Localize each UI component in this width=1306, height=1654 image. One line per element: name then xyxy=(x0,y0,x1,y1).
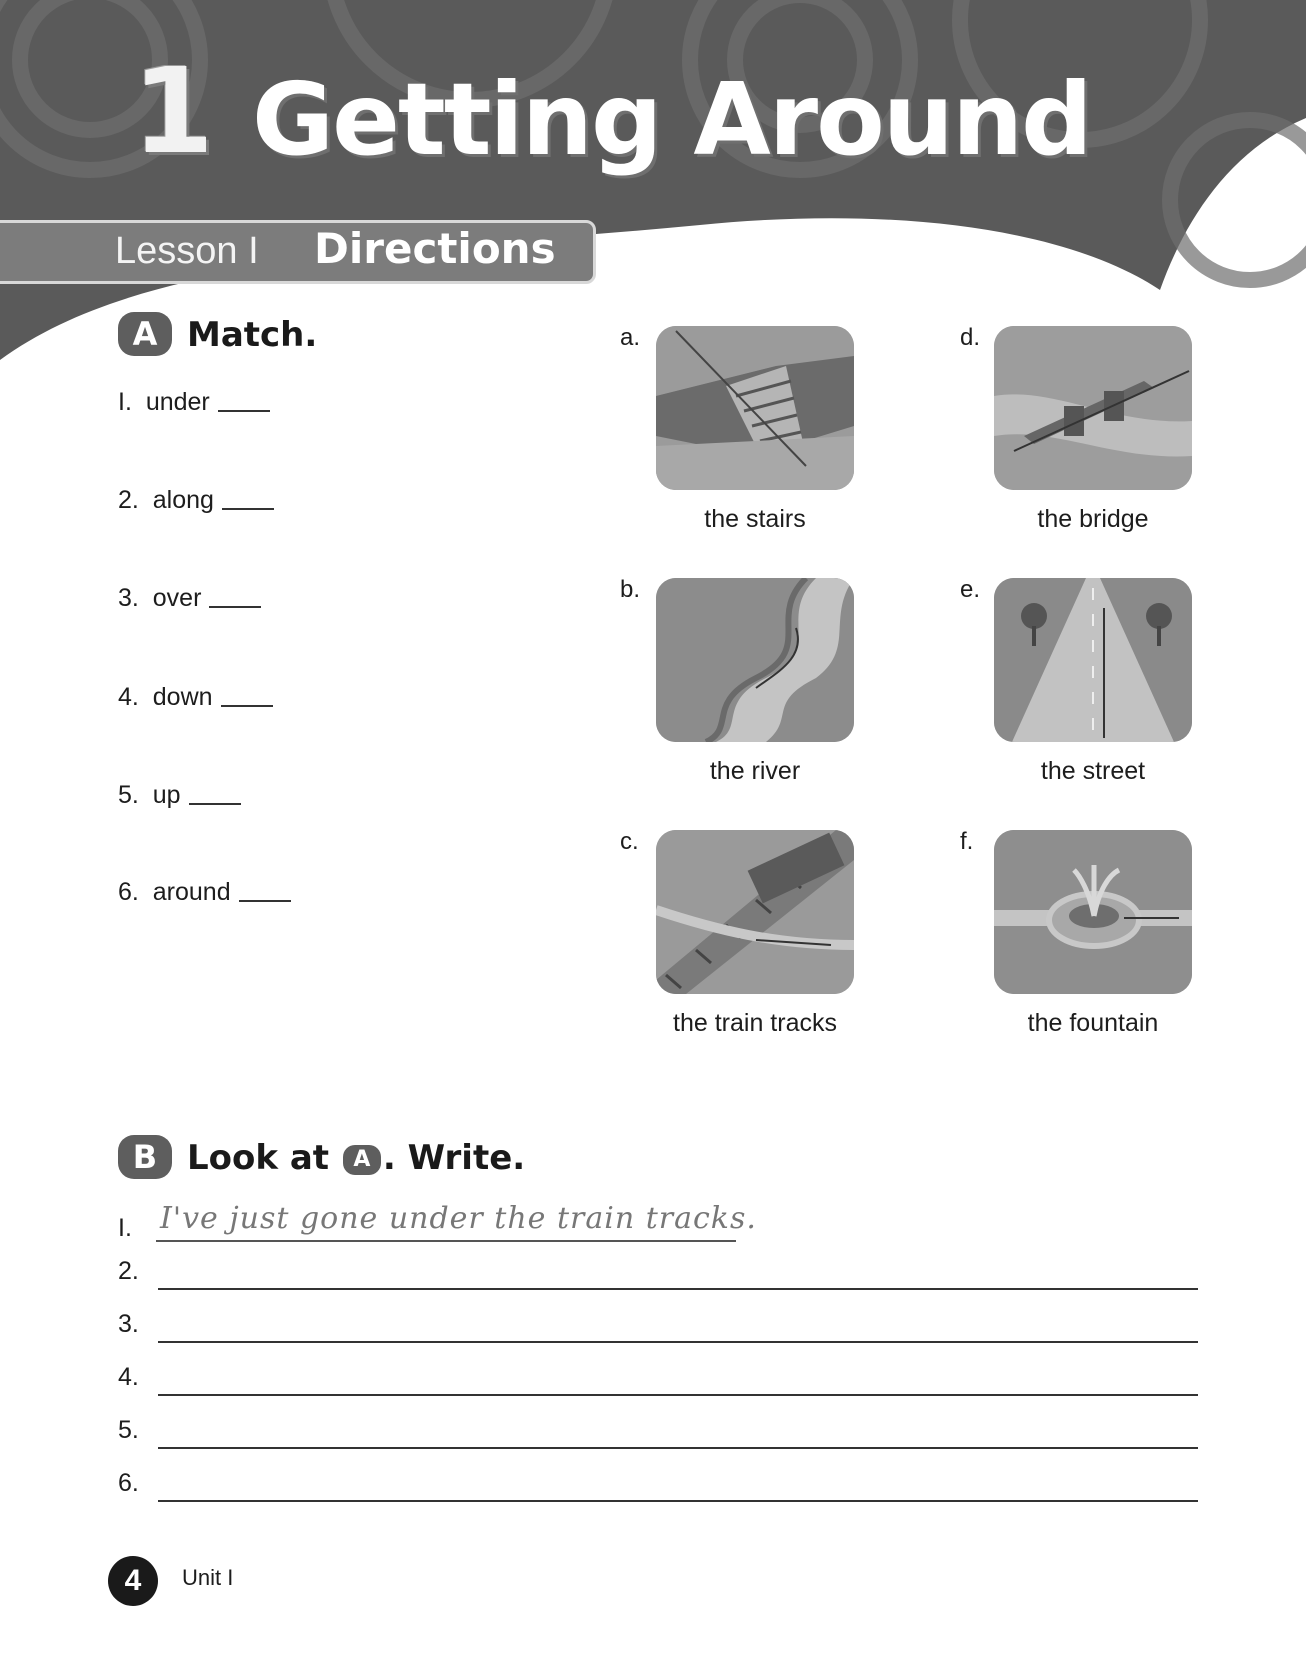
line-number: 3. xyxy=(118,1310,139,1338)
fountain-illustration xyxy=(994,830,1192,994)
answer-blank[interactable] xyxy=(222,508,274,510)
section-b-title-text: . Write. xyxy=(382,1138,526,1178)
item-word: down xyxy=(152,683,213,711)
writing-line[interactable] xyxy=(118,1462,1198,1502)
picture-letter: d. xyxy=(960,324,981,351)
line-number: 4. xyxy=(118,1363,139,1391)
lesson-title: Directions xyxy=(314,224,556,273)
answer-blank[interactable] xyxy=(218,410,270,412)
item-word: over xyxy=(152,584,202,612)
answer-blank[interactable] xyxy=(221,705,273,707)
item-number: 3. xyxy=(118,584,139,612)
item-number: 2. xyxy=(118,486,139,514)
unit-footer-label: Unit I xyxy=(182,1565,234,1590)
street-illustration xyxy=(994,578,1192,742)
river-illustration xyxy=(656,578,854,742)
picture-letter: e. xyxy=(960,576,981,603)
section-b-badge: B xyxy=(118,1135,172,1179)
match-item xyxy=(118,880,291,905)
train-tracks-illustration xyxy=(656,830,854,994)
example-answer: I've just gone under the train tracks. xyxy=(160,1201,757,1236)
picture-caption: the stairs xyxy=(704,505,806,533)
picture-letter: f. xyxy=(960,828,974,855)
picture-caption: the train tracks xyxy=(673,1009,837,1037)
unit-title: Getting Around xyxy=(252,61,1091,178)
item-number: I. xyxy=(118,388,132,416)
item-word: up xyxy=(152,781,181,809)
match-item xyxy=(118,783,241,808)
match-item xyxy=(118,685,273,710)
page-number: 4 xyxy=(108,1556,158,1606)
item-word: under xyxy=(145,388,210,416)
answer-blank[interactable] xyxy=(189,803,241,805)
item-number: 6. xyxy=(118,878,139,906)
example-number: I. xyxy=(118,1214,132,1242)
section-a-reference-badge: A xyxy=(343,1145,381,1175)
writing-line[interactable] xyxy=(118,1356,1198,1396)
picture-letter: a. xyxy=(620,324,641,351)
writing-line[interactable] xyxy=(118,1250,1198,1290)
section-b-title-text: Look at xyxy=(187,1138,330,1178)
section-a-title: Match. xyxy=(187,315,318,355)
section-a-badge: A xyxy=(118,312,172,356)
picture-caption: the fountain xyxy=(1027,1009,1159,1037)
example-rule xyxy=(156,1240,736,1242)
unit-number: 1 xyxy=(132,42,215,180)
writing-line[interactable] xyxy=(118,1409,1198,1449)
bridge-illustration xyxy=(994,326,1192,490)
picture-caption: the river xyxy=(709,757,801,785)
section-b-title xyxy=(187,1138,526,1178)
picture-letter: b. xyxy=(620,576,641,603)
picture-caption: the street xyxy=(1040,757,1146,785)
match-item xyxy=(118,390,270,415)
match-item xyxy=(118,586,261,611)
line-number: 5. xyxy=(118,1416,139,1444)
lesson-label: Lesson I xyxy=(115,230,259,272)
line-number: 6. xyxy=(118,1469,139,1497)
answer-blank[interactable] xyxy=(239,900,291,902)
stairs-illustration xyxy=(656,326,854,490)
item-word: around xyxy=(152,878,231,906)
writing-line[interactable] xyxy=(118,1303,1198,1343)
match-item xyxy=(118,488,274,513)
item-number: 5. xyxy=(118,781,139,809)
item-word: along xyxy=(152,486,214,514)
picture-letter: c. xyxy=(620,828,639,855)
line-number: 2. xyxy=(118,1257,139,1285)
picture-caption: the bridge xyxy=(1037,505,1149,533)
item-number: 4. xyxy=(118,683,139,711)
answer-blank[interactable] xyxy=(209,606,261,608)
